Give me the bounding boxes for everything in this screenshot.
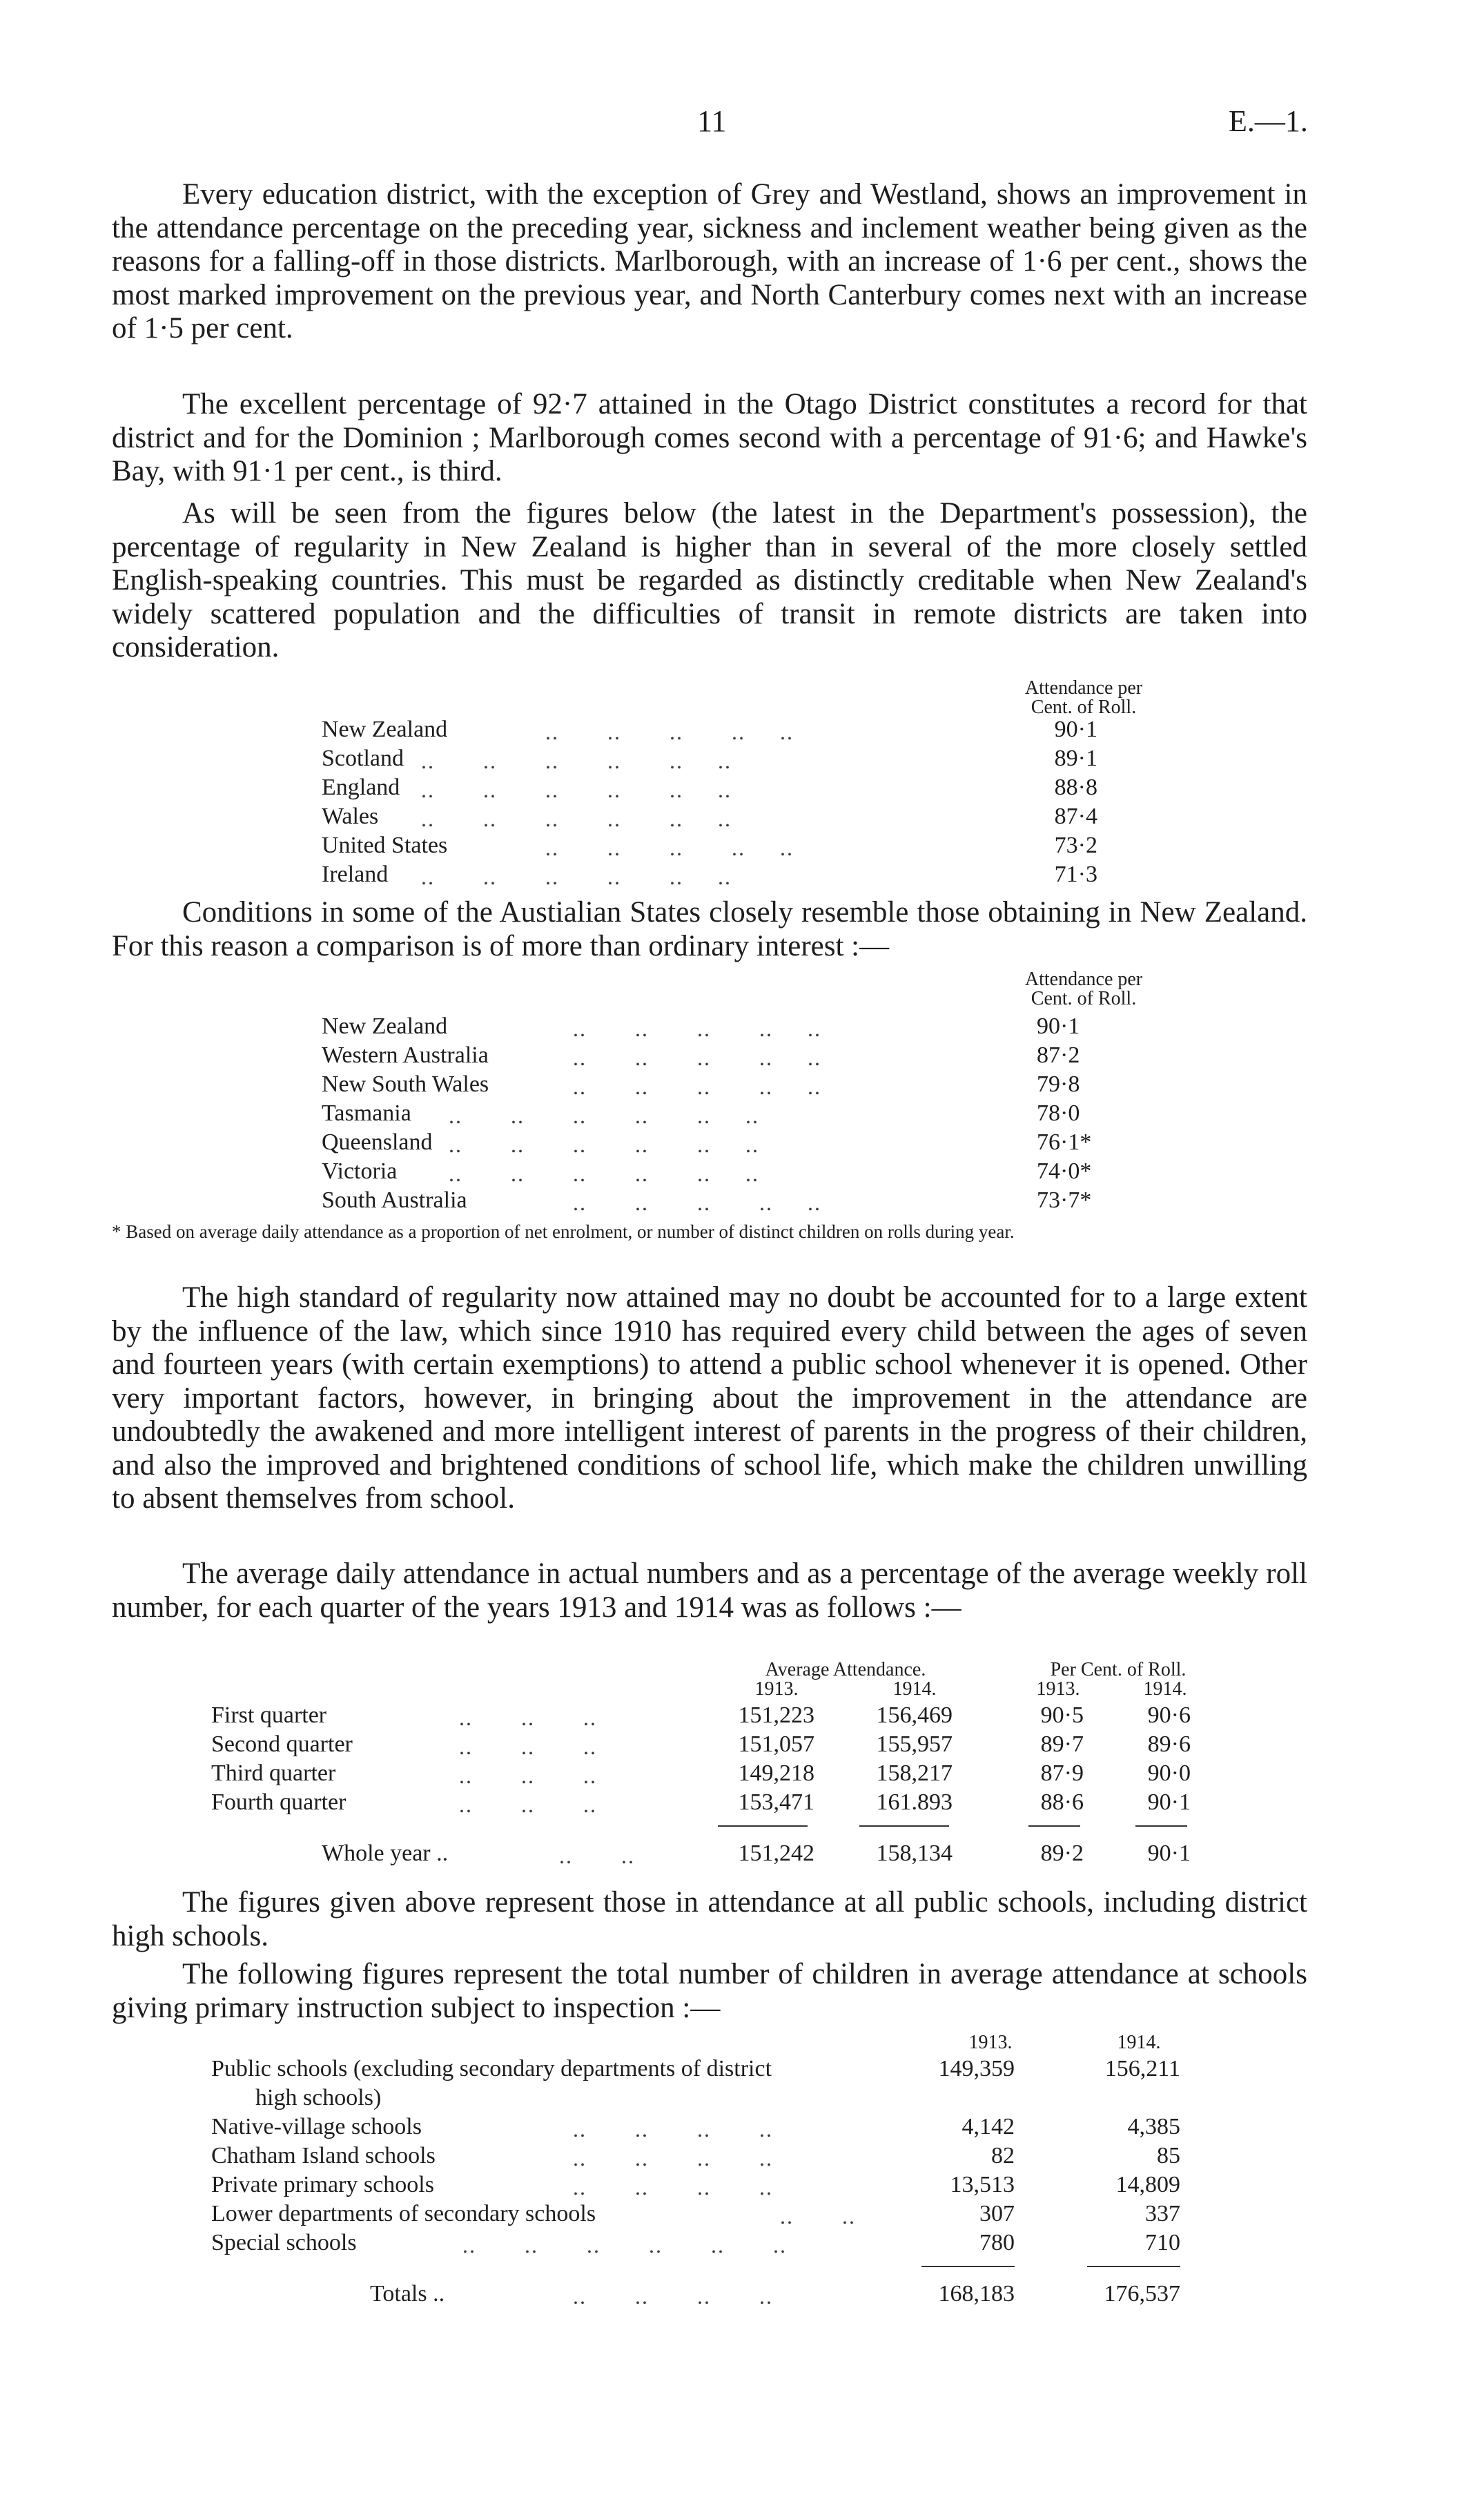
paragraph-australian-states: Conditions in some of the Austialian States closely resemble those obtaining in New Zealand. For this reason a comparison is of more than ordinary interest :— xyxy=(112,896,1307,962)
table-row-label: Special schools xyxy=(211,2230,357,2255)
table-row-value: 90·1 xyxy=(1037,1013,1080,1039)
table-row-value: 87·2 xyxy=(1037,1042,1080,1068)
paragraph-otago-record: The excellent percentage of 92·7 attained in the Otago District constitutes a record for that district and for the Dominion ; Marlborough comes second with a percentage of 91·6; and Hawke's Bay, with 91·1 per cent., is third. xyxy=(112,388,1307,487)
table-row-value: 87·4 xyxy=(1054,804,1097,829)
leader-dots: .. .. .. .. .. .. xyxy=(421,806,732,831)
table-row-label: high schools) xyxy=(255,2085,382,2110)
table-row-label: Scotland xyxy=(322,746,404,771)
table-row-label: First quarter xyxy=(211,1702,327,1728)
table-row-value: 88·8 xyxy=(1054,775,1097,800)
table-rule xyxy=(1028,1825,1080,1827)
table-row-label: Tasmania xyxy=(322,1100,411,1126)
table-row-value: 79·8 xyxy=(1037,1071,1080,1097)
leader-dots: .. .. .. .. .. .. xyxy=(421,864,732,889)
table-cell: 90·1 xyxy=(1147,1789,1191,1815)
table-row-value: 89·1 xyxy=(1054,746,1097,771)
table-row-label: New Zealand xyxy=(322,717,448,742)
paragraph-regularity-standard: The high standard of regularity now attained may no doubt be accounted for to a large extent by the influence of the law, which since 1910 has required every child between the ages of seven and fourteen years (with certain exemptions) to attend a public school whenever it is opened. Other very important factors, however, in bringing about the improvement in the attendance are undoubtedly the awakened and more intelligent interest of parents in the progress of their children, and also the improved and brightened conditions of school life, which make the children unwilling to absent themselves from school. xyxy=(112,1281,1307,1515)
table-quarters-year-col: 1913. xyxy=(754,1678,799,1700)
table-cell: 780 xyxy=(979,2230,1015,2255)
table-countries-heading-1: Attendance per xyxy=(1024,677,1143,699)
table-countries-heading-2: Cent. of Roll. xyxy=(1031,697,1137,718)
table-cell: 89·6 xyxy=(1147,1731,1191,1757)
table-total-label: Totals .. xyxy=(370,2281,445,2307)
table-row-value: 76·1* xyxy=(1037,1129,1092,1155)
table-cell: 87·9 xyxy=(1040,1760,1084,1786)
table-cell: 14,809 xyxy=(1115,2172,1180,2197)
leader-dots: .. .. xyxy=(559,1843,635,1868)
leader-dots: .. .. .. .. .. .. xyxy=(421,748,732,773)
table-cell: 155,957 xyxy=(876,1731,953,1757)
paragraph-primary-instruction: The following figures represent the total number of children in average attendance at schools giving primary instruction subject to inspection :— xyxy=(112,1958,1307,2024)
leader-dots: .. .. .. xyxy=(459,1792,597,1817)
footnote: * Based on average daily attendance as a proportion of net enrolment, or number of distinct children on rolls during year. xyxy=(112,1221,1015,1242)
table-cell: 337 xyxy=(1145,2201,1180,2226)
table-cell: 90·5 xyxy=(1040,1702,1084,1728)
table-states-heading-2: Cent. of Roll. xyxy=(1031,988,1137,1009)
table-rule xyxy=(1087,2266,1180,2267)
table-cell: 153,471 xyxy=(738,1789,814,1815)
table-cell: 149,218 xyxy=(738,1760,814,1786)
paragraph-district-improvement: Every education district, with the exception of Grey and Westland, shows an improvement in the attendance percentage on the preceding year, sickness and inclement weather being given as the reasons for a falling-off in those districts. Marlborough, with an increase of 1·6 per cent., shows the most marked improvement on the previous year, and North Canterbury comes next with an increase of 1·5 per cent. xyxy=(112,178,1307,344)
table-cell: 90·6 xyxy=(1147,1702,1191,1728)
table-cell: 82 xyxy=(991,2143,1015,2168)
table-row-label: South Australia xyxy=(322,1187,467,1213)
leader-dots: .. .. .. .. .. xyxy=(573,1016,821,1041)
table-row-label: Western Australia xyxy=(322,1042,489,1068)
table-quarters-year-col: 1914. xyxy=(1143,1678,1187,1700)
table-row-value: 78·0 xyxy=(1037,1100,1080,1126)
table-schools-year-col: 1914. xyxy=(1117,2032,1161,2053)
table-row-label: Third quarter xyxy=(211,1760,336,1786)
table-cell: 85 xyxy=(1157,2143,1180,2168)
table-total-cell: 176,537 xyxy=(1104,2281,1180,2307)
table-row-label: United States xyxy=(322,833,448,858)
table-cell: 4,142 xyxy=(961,2114,1015,2139)
table-rule xyxy=(1135,1825,1187,1827)
table-schools-year-col: 1913. xyxy=(968,2032,1013,2053)
table-quarters-year-col: 1913. xyxy=(1036,1678,1080,1700)
table-cell: 151,057 xyxy=(738,1731,814,1757)
table-total-cell: 151,242 xyxy=(738,1841,814,1866)
table-row-value: 90·1 xyxy=(1054,717,1097,742)
table-rule xyxy=(859,1825,949,1827)
table-row-label: Victoria xyxy=(322,1158,398,1184)
leader-dots: .. .. .. .. .. xyxy=(545,719,794,744)
table-cell: 149,359 xyxy=(938,2056,1015,2081)
table-row-label: Native-village schools xyxy=(211,2114,422,2139)
paragraph-quarterly-attendance: The average daily attendance in actual numbers and as a percentage of the average weekly roll number, for each quarter of the years 1913 and 1914 was as follows :— xyxy=(112,1557,1307,1624)
table-row-label: Queensland xyxy=(322,1129,433,1155)
table-row-label: Lower departments of secondary schools xyxy=(211,2201,596,2226)
table-cell: 307 xyxy=(979,2201,1015,2226)
leader-dots: .. .. xyxy=(780,2204,856,2229)
table-cell: 13,513 xyxy=(950,2172,1015,2197)
leader-dots: .. .. .. .. .. xyxy=(545,835,794,860)
page-number: 11 xyxy=(697,104,727,138)
table-rule xyxy=(921,2266,1015,2267)
leader-dots: .. .. .. xyxy=(459,1705,597,1730)
table-row-label: Second quarter xyxy=(211,1731,353,1757)
table-rule xyxy=(718,1825,808,1827)
table-cell: 90·0 xyxy=(1147,1760,1191,1786)
table-total-cell: 89·2 xyxy=(1040,1841,1084,1866)
leader-dots: .. .. .. .. xyxy=(573,2175,773,2200)
table-total-label: Whole year .. xyxy=(322,1841,449,1866)
table-row-label: Wales xyxy=(322,804,379,829)
leader-dots: .. .. .. xyxy=(459,1734,597,1759)
table-cell: 151,223 xyxy=(738,1702,814,1728)
paragraph-public-schools-note: The figures given above represent those in attendance at all public schools, including district high schools. xyxy=(112,1886,1307,1952)
table-cell: 89·7 xyxy=(1040,1731,1084,1757)
table-states-heading-1: Attendance per xyxy=(1024,969,1143,990)
table-total-cell: 90·1 xyxy=(1147,1841,1191,1866)
document-reference: E.—1. xyxy=(1229,104,1308,138)
table-total-cell: 168,183 xyxy=(938,2281,1015,2307)
leader-dots: .. .. .. .. .. xyxy=(573,1045,821,1070)
leader-dots: .. .. .. .. .. .. xyxy=(449,1103,759,1128)
leader-dots: .. .. .. .. .. xyxy=(573,1190,821,1215)
leader-dots: .. .. .. .. xyxy=(573,2284,773,2309)
table-cell: 156,211 xyxy=(1104,2056,1180,2081)
table-row-value: 74·0* xyxy=(1037,1158,1092,1184)
leader-dots: .. .. .. .. .. xyxy=(573,1074,821,1099)
table-row-value: 73·2 xyxy=(1054,833,1097,858)
table-quarters-group-avg: Average Attendance. xyxy=(765,1659,926,1680)
leader-dots: .. .. .. xyxy=(459,1763,597,1788)
leader-dots: .. .. .. .. xyxy=(573,2146,773,2171)
leader-dots: .. .. .. .. .. .. xyxy=(449,1132,759,1157)
leader-dots: .. .. .. .. .. .. xyxy=(421,777,732,802)
table-cell: 161.893 xyxy=(876,1789,953,1815)
table-quarters-group-pct: Per Cent. of Roll. xyxy=(1050,1659,1187,1680)
leader-dots: .. .. .. .. .. .. xyxy=(462,2233,787,2258)
paragraph-regularity-comparison: As will be seen from the figures below (the latest in the Department's possession), the percentage of regularity in New Zealand is higher than in several of the more closely settled English-speaking countries. This must be regarded as distinctly creditable when New Zealand's widely scattered population and the difficulties of transit in remote districts are taken into consideration. xyxy=(112,497,1307,663)
table-cell: 4,385 xyxy=(1127,2114,1180,2139)
table-row-label: Public schools (excluding secondary departments of district xyxy=(211,2056,772,2081)
table-row-label: New South Wales xyxy=(322,1071,489,1097)
table-total-cell: 158,134 xyxy=(876,1841,953,1866)
table-row-label: Private primary schools xyxy=(211,2172,434,2197)
table-row-label: Fourth quarter xyxy=(211,1789,346,1815)
leader-dots: .. .. .. .. .. .. xyxy=(449,1161,759,1186)
table-row-label: New Zealand xyxy=(322,1013,448,1039)
table-cell: 156,469 xyxy=(876,1702,953,1728)
table-cell: 88·6 xyxy=(1040,1789,1084,1815)
table-row-value: 71·3 xyxy=(1054,862,1097,887)
leader-dots: .. .. .. .. xyxy=(573,2117,773,2142)
table-row-value: 73·7* xyxy=(1037,1187,1092,1213)
table-quarters-year-col: 1914. xyxy=(892,1678,937,1700)
table-row-label: Chatham Island schools xyxy=(211,2143,436,2168)
table-cell: 710 xyxy=(1145,2230,1180,2255)
table-cell: 158,217 xyxy=(876,1760,953,1786)
table-row-label: England xyxy=(322,775,400,800)
table-row-label: Ireland xyxy=(322,862,389,887)
